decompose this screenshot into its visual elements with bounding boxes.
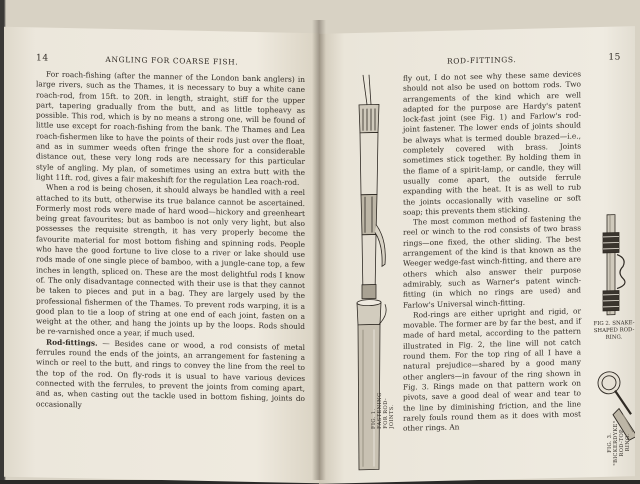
right-running-head [345,52,621,69]
left-paragraph-2: When a rod is being chosen, it should always be handled with a reel attached to its butt, otherwise its true balance cannot be ascertained. Formerly most rods were made of hard wood—hickory and greenheart being great favourites; but as bamboo is not only very light, but also possesses the requisite strength, it has very properly become the favourite material for most bottom fishing and spinning rods. People who have the good fortune to live close to a river or lake should use rods made of one single piece of bamboo, with a jungle-cane top, a few inches in length, spliced on. These are the most delightful rods I know of. The only disadvantage connected with their use is that they cannot be taken to pieces and put in a bag. They are largely used by the professional fishermen of the Thames. To prevent rods warping, it is a good plan to tie a loop of string at one end of each joint, fasten on a weight at the other, and hang the joints up by the loops. Rods should be re-varnished once a year, if much used. [36,183,305,343]
rod-fittings-paragraph [36,337,305,415]
fig1-caption: FIG. 1. FASTENING FOR ROD-JOINTS. [371,392,395,429]
right-paragraph-1: fly out, I do not see why these same devices should not also be used on bottom rods. Two arrangements of the kind which are well adapted for the purpose are Hardy's patent lock-fast joint (see Fig. 1) and Farlow's rod-joint fastener. The lower ends of joints should be always what is termed double brazed—i.e., completely covered with brass. Joints sometimes stick together. By holding them in the flame of a spirit-lamp, or candle, they will usually come apart, the outside ferrule expanding with the heat. It is as well to rub the joints occasionally with vaseline or soft soap; this prevents them sticking. [403,69,581,218]
fig3-caption: FIG. 3. "BICKERDYKE" ROD-TOP RING. [607,420,631,466]
right-page-content [345,68,621,75]
fig2-caption: FIG 2. SNAKE-SHAPED ROD-RING. [589,320,635,342]
left-paragraph-1: For roach-fishing (after the manner of the London bank anglers) in large rivers, such as the Thames, it is necessary to buy a white cane roach-rod, from 15ft. to 20ft. in length, straight, stiff for the upper part, tapering gradually from the butt, and as little topheavy as possible. This rod, which is by no means a strong one, will be found of little use except for roach-fishing from the bank. The Thames and Lea roach-fishermen like to have the points of their rods just over the float, and as in summer weeds often fringe the shore for a considerable distance out, these very long rods are necessary for this particular style of angling. My plan, of sometimes using an extra butt with the light 11ft. rod, gives a fair makeshift for the regulation Lea roach-rod. [36,69,305,188]
left-running-title: ANGLING FOR COARSE FISH. [105,55,238,67]
left-page-number: 14 [36,53,49,63]
left-body-text [36,69,305,414]
right-running-title: ROD-FITTINGS. [447,55,516,66]
rod-fittings-heading: Rod-fittings. [46,337,98,347]
left-running-head [36,53,305,69]
book-gutter [312,20,326,480]
left-page [4,27,319,484]
right-body-text [403,69,581,434]
right-page [319,26,635,484]
right-paragraph-3: Rod-rings are either upright and rigid, or movable. The former are by far the best, and if made of hard metal, according to the pattern illustrated in Fig. 2, the line will not catch round them. For the top ring of all I have a natural prejudice—shared by a good many other anglers—in favour of the ring shown in Fig. 3. Rings made on that pattern work on pivots, save a good deal of wear and tear to the line by diminishing friction, and the line rarely fouls round them as it does with most other rings. An [403,306,581,434]
rod-fittings-text: — Besides cane or wood, a rod consists of metal ferrules round the ends of the joints, an arrangement for fastening a winch or reel to the butt, and rings to convey the line from the reel to the top of the rod. On fly-rods it is usual to have various devices connected with the ferrules, to prevent the joints from coming apart, and as, when casting out the tackle used in bottom fishing, joints do occasionally [36,338,305,408]
right-page-number: 15 [608,52,621,62]
right-paragraph-2: The most common method of fastening the reel or winch to the rod consists of two brass rings—one fixed, the other sliding. The best arrangement of the kind is that known as the Weeger wedge-fast winch-fitting, and there are others which also answer their purpose admirably, such as Warner's patent winch-fitting (in which no rings are used) and Farlow's Universal winch-fitting. [403,214,581,311]
